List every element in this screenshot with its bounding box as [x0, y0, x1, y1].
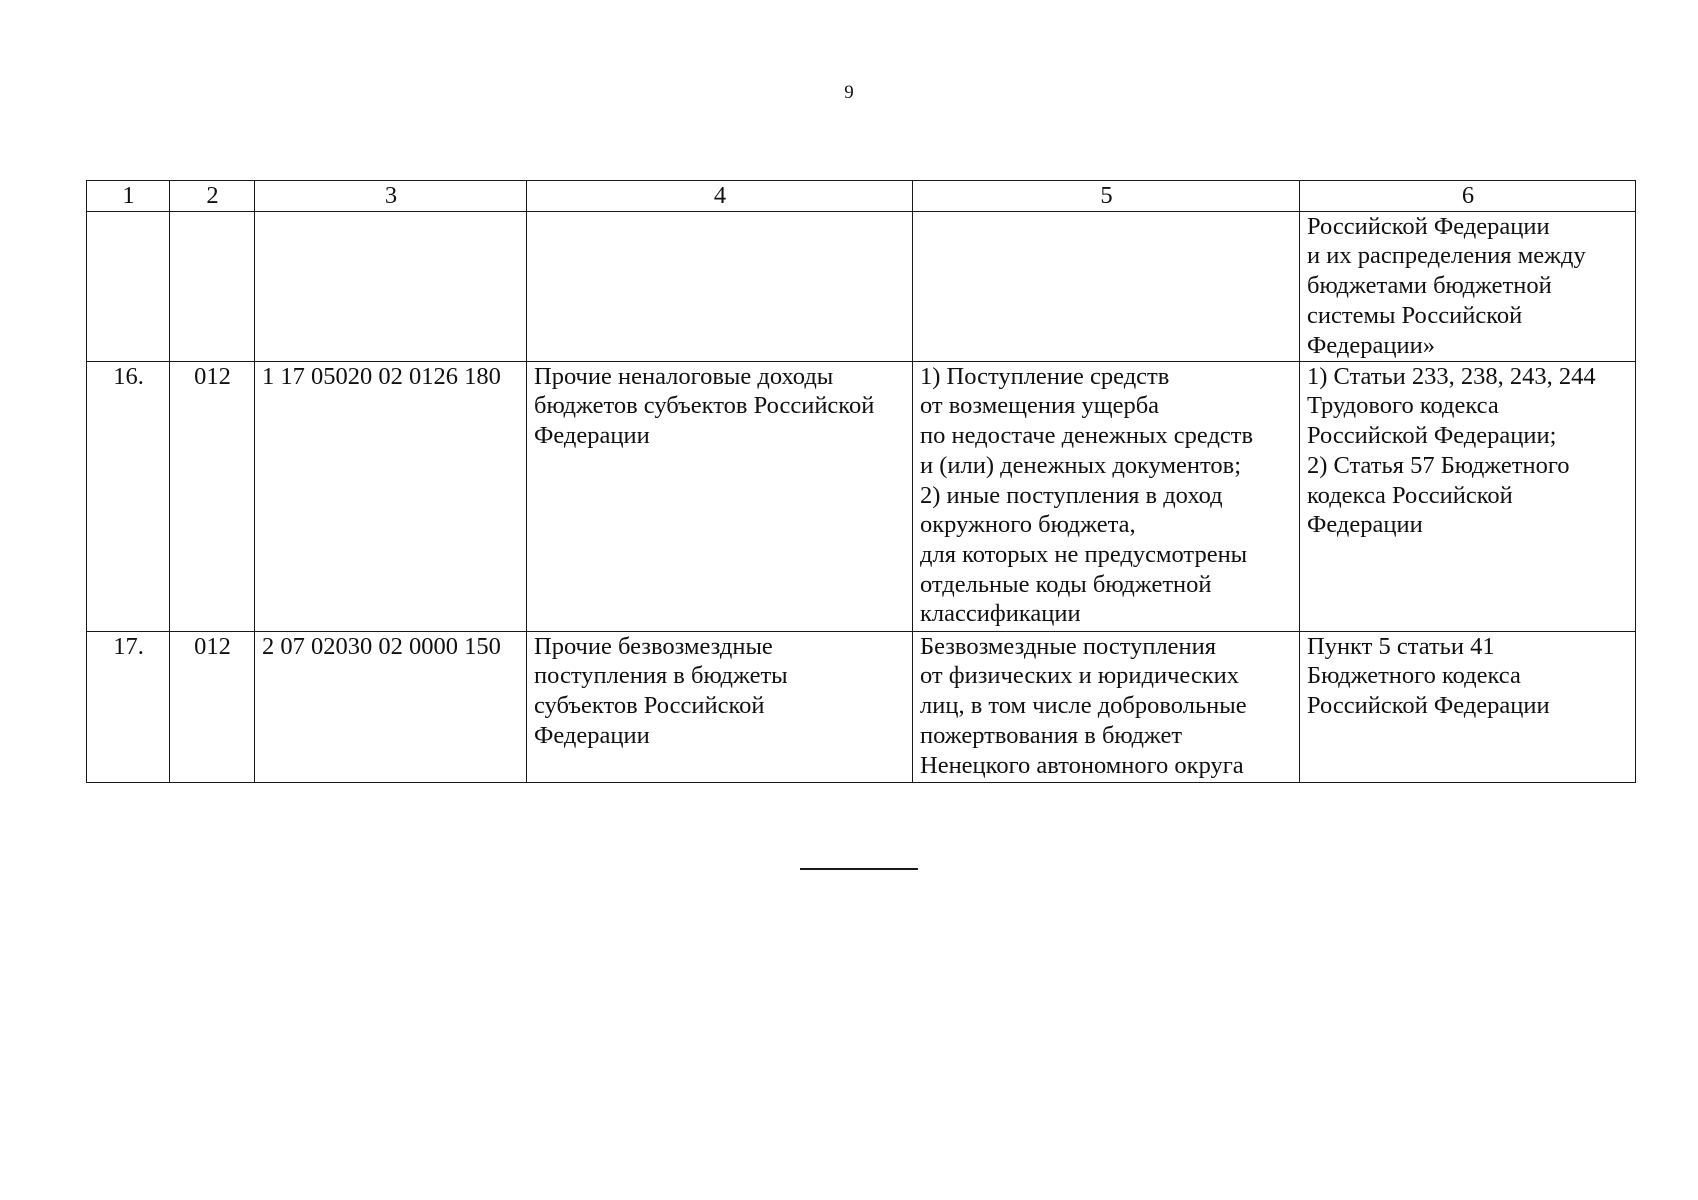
income-name-cell: [527, 211, 913, 361]
legal-basis-cell: [1300, 361, 1636, 631]
cell-text-line: классификации: [920, 600, 1081, 628]
cell-text-line: 2) Статья 57 Бюджетного: [1307, 451, 1570, 479]
cell-text-line: окружного бюджета,: [920, 511, 1136, 539]
cell-text-line: от физических и юридических: [920, 662, 1240, 690]
cell-text-line: субъектов Российской: [534, 692, 765, 720]
table-row: [87, 361, 1636, 631]
kbk-code-cell: 2 07 02030 02 0000 150: [255, 631, 527, 782]
column-header: 4: [527, 181, 913, 212]
cell-text-line: отдельные коды бюджетной: [920, 570, 1212, 598]
cell-text-line: и (или) денежных документов;: [920, 451, 1242, 479]
cell-text-line: 2) иные поступления в доход: [920, 481, 1223, 509]
cell-text-line: Бюджетного кодекса: [1307, 662, 1521, 690]
row-number-cell: 16.: [87, 361, 170, 631]
cell-text-line: и их распределения между: [1307, 242, 1586, 270]
budget-classification-table: [86, 180, 1636, 783]
cell-text-line: 1) Статьи 233, 238, 243, 244: [1307, 362, 1596, 390]
cell-text-line: Российской Федерации: [1307, 212, 1550, 240]
page-number: 9: [844, 82, 854, 103]
column-header: 1: [87, 181, 170, 212]
cell-text-line: пожертвования в бюджет: [920, 721, 1183, 749]
end-of-document-rule: [800, 868, 918, 870]
legal-basis-cell: [1300, 211, 1636, 361]
cell-text-line: Российской Федерации;: [1307, 422, 1557, 450]
table-row: [87, 631, 1636, 782]
income-description-cell: [913, 631, 1300, 782]
cell-text-line: 1) Поступление средств: [920, 362, 1170, 390]
admin-code-cell: 012: [170, 361, 255, 631]
cell-text-line: Российской Федерации: [1307, 692, 1550, 720]
column-header: 2: [170, 181, 255, 212]
kbk-code-cell: 1 17 05020 02 0126 180: [255, 361, 527, 631]
cell-text-line: от возмещения ущерба: [920, 392, 1160, 420]
column-header: 5: [913, 181, 1300, 212]
cell-text-line: лиц, в том числе добровольные: [920, 692, 1247, 720]
cell-text-line: Безвозмездные поступления: [920, 632, 1217, 660]
cell-text-line: Прочие неналоговые доходы: [534, 362, 834, 390]
table-row-continuation: [87, 211, 1636, 361]
cell-text-line: бюджетами бюджетной: [1307, 272, 1552, 300]
cell-text-line: системы Российской: [1307, 301, 1523, 329]
kbk-code-cell: [255, 211, 527, 361]
cell-text-line: для которых не предусмотрены: [920, 540, 1248, 568]
row-number-cell: [87, 211, 170, 361]
column-header: 6: [1300, 181, 1636, 212]
income-name-cell: [527, 361, 913, 631]
cell-text-line: поступления в бюджеты: [534, 662, 788, 690]
cell-text-line: Федерации: [1307, 511, 1423, 539]
legal-basis-cell: [1300, 631, 1636, 782]
table-header-row: [87, 181, 1636, 212]
cell-text-line: Федерации»: [1307, 331, 1435, 359]
cell-text-line: Пункт 5 статьи 41: [1307, 632, 1495, 660]
admin-code-cell: [170, 211, 255, 361]
cell-text-line: Трудового кодекса: [1307, 392, 1499, 420]
cell-text-line: Ненецкого автономного округа: [920, 751, 1244, 779]
cell-text-line: Федерации: [534, 422, 650, 450]
income-description-cell: [913, 211, 1300, 361]
row-number-cell: 17.: [87, 631, 170, 782]
income-name-cell: [527, 631, 913, 782]
cell-text-line: по недостаче денежных средств: [920, 422, 1254, 450]
cell-text-line: кодекса Российской: [1307, 481, 1513, 509]
column-header: 3: [255, 181, 527, 212]
admin-code-cell: 012: [170, 631, 255, 782]
cell-text-line: бюджетов субъектов Российской: [534, 392, 875, 420]
income-description-cell: [913, 361, 1300, 631]
cell-text-line: Прочие безвозмездные: [534, 632, 773, 660]
cell-text-line: Федерации: [534, 721, 650, 749]
